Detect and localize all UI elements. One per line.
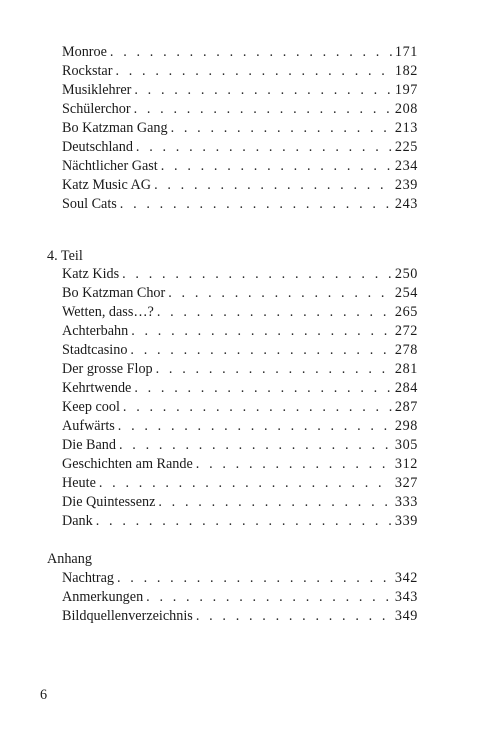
toc-entry-title: Wetten, dass…? — [62, 304, 154, 320]
dot-leader — [154, 176, 392, 195]
toc-entry-title: Rockstar — [62, 63, 113, 79]
toc-entry — [62, 62, 418, 81]
toc-entry — [62, 138, 418, 157]
dot-leader — [131, 322, 392, 341]
toc-entry — [62, 265, 418, 284]
toc-entry — [62, 455, 418, 474]
toc-entry — [62, 398, 418, 417]
section-heading-part-4: 4. Teil — [47, 248, 83, 264]
toc-entry-title: Keep cool — [62, 399, 120, 415]
toc-entry-title: Kehrtwende — [62, 380, 132, 396]
toc-entry-title: Die Band — [62, 437, 116, 453]
section-heading-appendix: Anhang — [47, 551, 92, 567]
dot-leader — [196, 607, 392, 626]
toc-entry-title: Bo Katzman Chor — [62, 285, 166, 301]
toc-entry — [62, 284, 418, 303]
toc-entry-page-number: 278 — [394, 342, 418, 358]
toc-entry-page-number: 239 — [394, 177, 418, 193]
toc-entry-title: Katz Kids — [62, 266, 120, 282]
toc-entry — [62, 436, 418, 455]
dot-leader — [161, 157, 392, 176]
toc-entry — [62, 360, 418, 379]
dot-leader — [156, 360, 392, 379]
toc-entry — [62, 303, 418, 322]
dot-leader — [136, 138, 392, 157]
toc-entry-page-number: 333 — [394, 494, 418, 510]
toc-entry-page-number: 284 — [394, 380, 418, 396]
toc-entry — [62, 569, 418, 588]
toc-entry — [62, 119, 418, 138]
toc-list-part-4 — [62, 265, 418, 531]
toc-entry — [62, 176, 418, 195]
toc-entry — [62, 341, 418, 360]
toc-entry-page-number: 197 — [394, 82, 418, 98]
toc-entry-page-number: 171 — [394, 44, 418, 60]
toc-entry-title: Nachtrag — [62, 570, 114, 586]
toc-entry-title: Schülerchor — [62, 101, 131, 117]
toc-entry-title: Die Quintessenz — [62, 494, 156, 510]
toc-entry-title: Der grosse Flop — [62, 361, 153, 377]
dot-leader — [123, 398, 392, 417]
toc-entry-page-number: 225 — [394, 139, 418, 155]
dot-leader — [196, 455, 392, 474]
dot-leader — [115, 62, 391, 81]
dot-leader — [134, 81, 392, 100]
toc-entry-title: Deutschland — [62, 139, 133, 155]
toc-entry — [62, 493, 418, 512]
toc-entry-title: Bo Katzman Gang — [62, 120, 168, 136]
toc-entry-page-number: 287 — [394, 399, 418, 415]
dot-leader — [168, 284, 392, 303]
toc-entry-page-number: 305 — [394, 437, 418, 453]
dot-leader — [146, 588, 392, 607]
toc-entry-page-number: 343 — [394, 589, 418, 605]
toc-entry-page-number: 349 — [394, 608, 418, 624]
toc-entry-title: Stadtcasino — [62, 342, 128, 358]
toc-entry-page-number: 243 — [394, 196, 418, 212]
toc-entry-title: Katz Music AG — [62, 177, 152, 193]
toc-entry-page-number: 250 — [394, 266, 418, 282]
toc-entry — [62, 100, 418, 119]
dot-leader — [110, 43, 392, 62]
toc-entry-page-number: 254 — [394, 285, 418, 301]
dot-leader — [158, 493, 392, 512]
toc-entry — [62, 157, 418, 176]
toc-entry-page-number: 281 — [394, 361, 418, 377]
toc-list-appendix — [62, 569, 418, 626]
toc-entry-page-number: 234 — [394, 158, 418, 174]
dot-leader — [134, 379, 392, 398]
toc-entry-page-number: 272 — [394, 323, 418, 339]
toc-entry — [62, 474, 418, 493]
dot-leader — [134, 100, 392, 119]
toc-entry-title: Monroe — [62, 44, 107, 60]
toc-entry-page-number: 342 — [394, 570, 418, 586]
toc-entry — [62, 81, 418, 100]
toc-list-part-3-continued — [62, 43, 418, 214]
dot-leader — [122, 265, 392, 284]
toc-entry — [62, 607, 418, 626]
dot-leader — [119, 436, 392, 455]
toc-entry-title: Nächtlicher Gast — [62, 158, 158, 174]
toc-entry-page-number: 327 — [394, 475, 418, 491]
toc-entry-page-number: 208 — [394, 101, 418, 117]
dot-leader — [117, 569, 392, 588]
dot-leader — [99, 474, 392, 493]
toc-entry-title: Bildquellenverzeichnis — [62, 608, 193, 624]
toc-entry-title: Aufwärts — [62, 418, 115, 434]
toc-entry — [62, 512, 418, 531]
dot-leader — [120, 195, 392, 214]
toc-entry-title: Achterbahn — [62, 323, 129, 339]
dot-leader — [118, 417, 392, 436]
toc-entry-page-number: 182 — [394, 63, 418, 79]
dot-leader — [130, 341, 391, 360]
dot-leader — [171, 119, 392, 138]
toc-entry-title: Dank — [62, 513, 93, 529]
dot-leader — [157, 303, 392, 322]
toc-entry — [62, 417, 418, 436]
toc-entry-title: Heute — [62, 475, 96, 491]
toc-entry — [62, 379, 418, 398]
toc-entry-page-number: 298 — [394, 418, 418, 434]
page-number: 6 — [40, 687, 48, 703]
toc-entry-page-number: 339 — [394, 513, 418, 529]
dot-leader — [96, 512, 392, 531]
toc-entry-title: Soul Cats — [62, 196, 117, 212]
toc-entry-page-number: 265 — [394, 304, 418, 320]
toc-entry-title: Geschichten am Rande — [62, 456, 193, 472]
toc-entry — [62, 195, 418, 214]
toc-entry — [62, 43, 418, 62]
toc-entry-title: Musiklehrer — [62, 82, 132, 98]
toc-entry — [62, 322, 418, 341]
toc-entry-title: Anmerkungen — [62, 589, 144, 605]
toc-entry-page-number: 213 — [394, 120, 418, 136]
toc-entry — [62, 588, 418, 607]
toc-entry-page-number: 312 — [394, 456, 418, 472]
